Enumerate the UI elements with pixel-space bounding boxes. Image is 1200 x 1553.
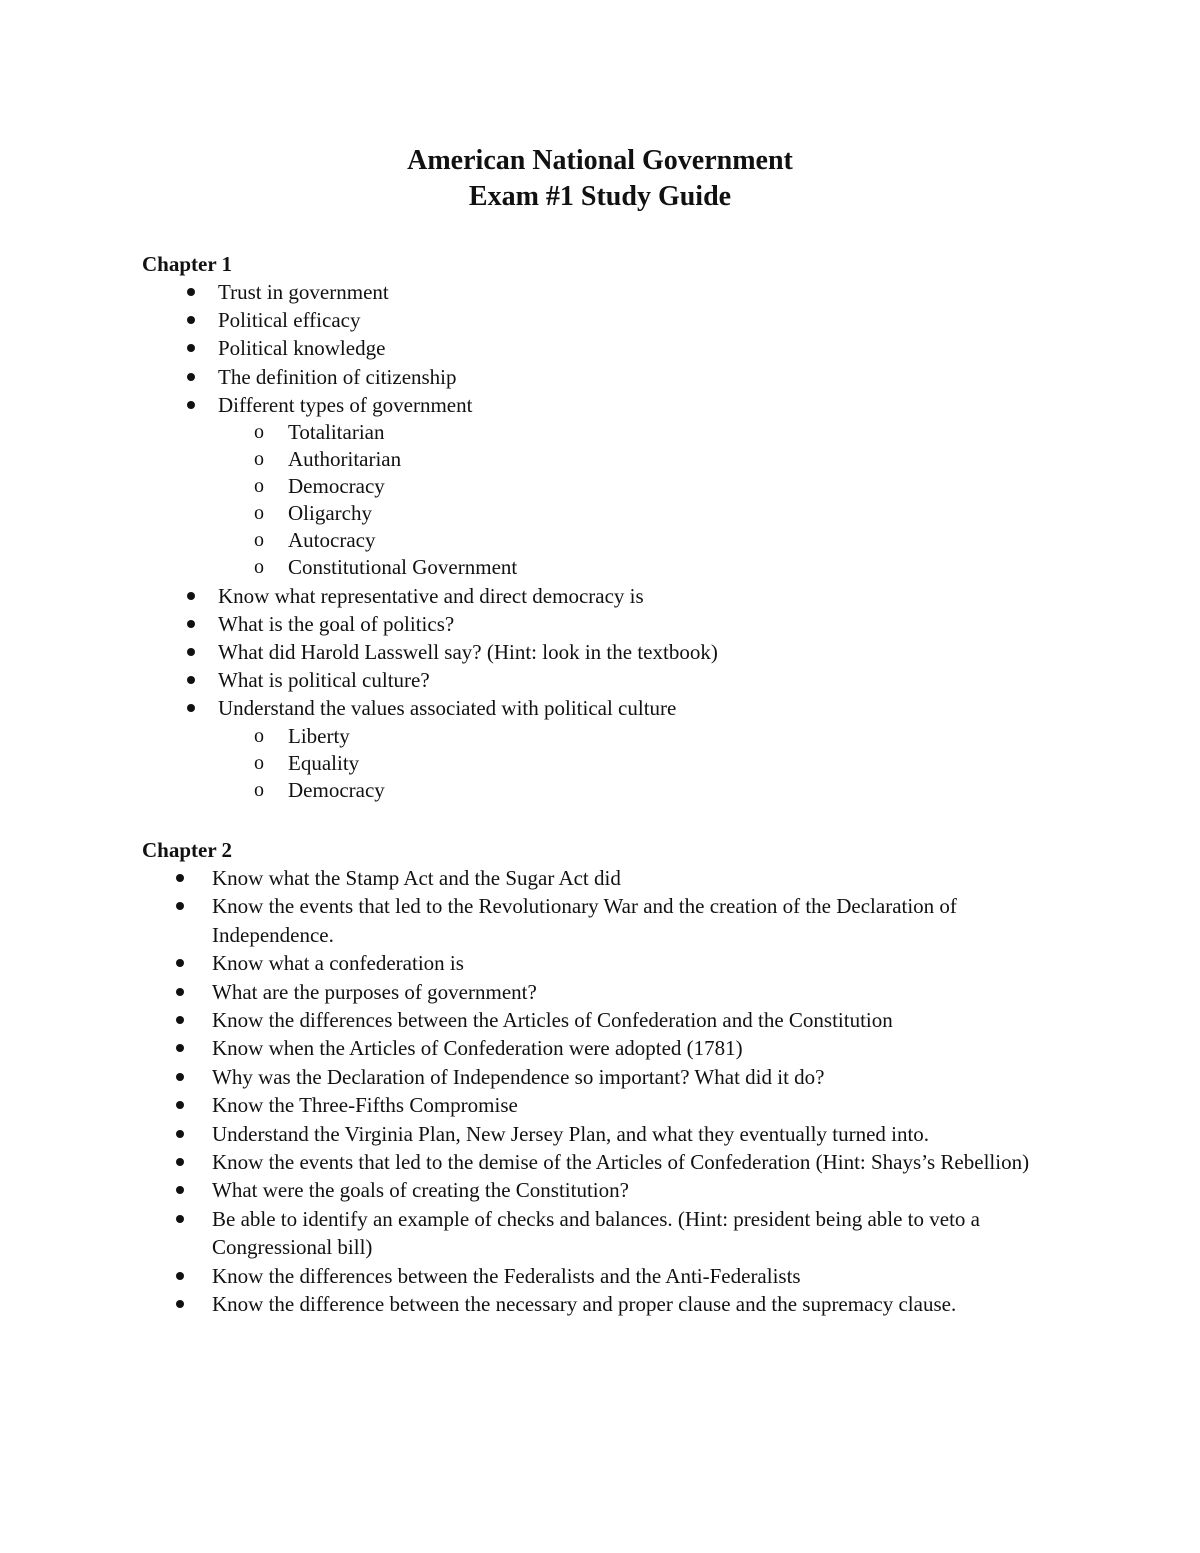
list-item-text: Understand the values associated with political culture xyxy=(218,696,677,721)
chapter-1-list xyxy=(218,278,1118,804)
list-item: What were the goals of creating the Constitution? xyxy=(212,1176,1072,1204)
document-subtitle: Exam #1 Study Guide xyxy=(468,181,732,212)
chapter-2-heading: Chapter 2 xyxy=(142,838,233,862)
list-item: Know the events that led to the Revolutionary War and the creation of the Declaration of Independence. xyxy=(212,892,1072,949)
list-item-text: Different types of government xyxy=(218,392,473,417)
sub-list-item: o Equality xyxy=(288,750,1118,777)
list-item: Know the Three-Fifths Compromise xyxy=(212,1091,1072,1119)
list-item: Know when the Articles of Confederation were adopted (1781) xyxy=(212,1034,1072,1062)
sub-list-item: o Oligarchy xyxy=(288,500,1118,527)
list-item: Know what the Stamp Act and the Sugar Act did xyxy=(212,864,1072,892)
list-item: What are the purposes of government? xyxy=(212,978,1072,1006)
chapter-2-list xyxy=(212,864,1072,1319)
list-item: Trust in government xyxy=(218,278,1118,306)
list-item xyxy=(218,391,1118,582)
list-item: Know the differences between the Federalists and the Anti-Federalists xyxy=(212,1262,1072,1290)
list-item: What is political culture? xyxy=(218,666,1118,694)
sub-list-item: o Democracy xyxy=(288,777,1118,804)
list-item: Be able to identify an example of checks and balances. (Hint: president being able to veto a Congressional bill) xyxy=(212,1205,1072,1262)
list-item: Know what representative and direct democracy is xyxy=(218,582,1118,610)
sub-list-item: o Totalitarian xyxy=(288,419,1118,446)
sub-list-item: o Democracy xyxy=(288,473,1118,500)
sub-list-item: o Constitutional Government xyxy=(288,554,1118,581)
sub-list-item: o Authoritarian xyxy=(288,446,1118,473)
list-item: What did Harold Lasswell say? (Hint: look in the textbook) xyxy=(218,638,1118,666)
list-item: Know the events that led to the demise of the Articles of Confederation (Hint: Shays’s Rebellion) xyxy=(212,1148,1072,1176)
document-title: American National Government xyxy=(407,145,793,176)
government-types-sublist xyxy=(218,419,1118,582)
list-item: Why was the Declaration of Independence so important? What did it do? xyxy=(212,1063,1072,1091)
sub-list-item: o Autocracy xyxy=(288,527,1118,554)
list-item: Understand the Virginia Plan, New Jersey Plan, and what they eventually turned into. xyxy=(212,1120,1072,1148)
list-item xyxy=(218,694,1118,803)
list-item: Know the differences between the Articles of Confederation and the Constitution xyxy=(212,1006,1072,1034)
list-item: What is the goal of politics? xyxy=(218,610,1118,638)
list-item: Political efficacy xyxy=(218,306,1118,334)
list-item: Know what a confederation is xyxy=(212,949,1072,977)
chapter-1-heading: Chapter 1 xyxy=(142,252,233,276)
list-item: Know the difference between the necessary and proper clause and the supremacy clause. xyxy=(212,1290,1072,1318)
list-item: Political knowledge xyxy=(218,334,1118,362)
sub-list-item: o Liberty xyxy=(288,723,1118,750)
political-values-sublist xyxy=(218,723,1118,804)
list-item: The definition of citizenship xyxy=(218,363,1118,391)
